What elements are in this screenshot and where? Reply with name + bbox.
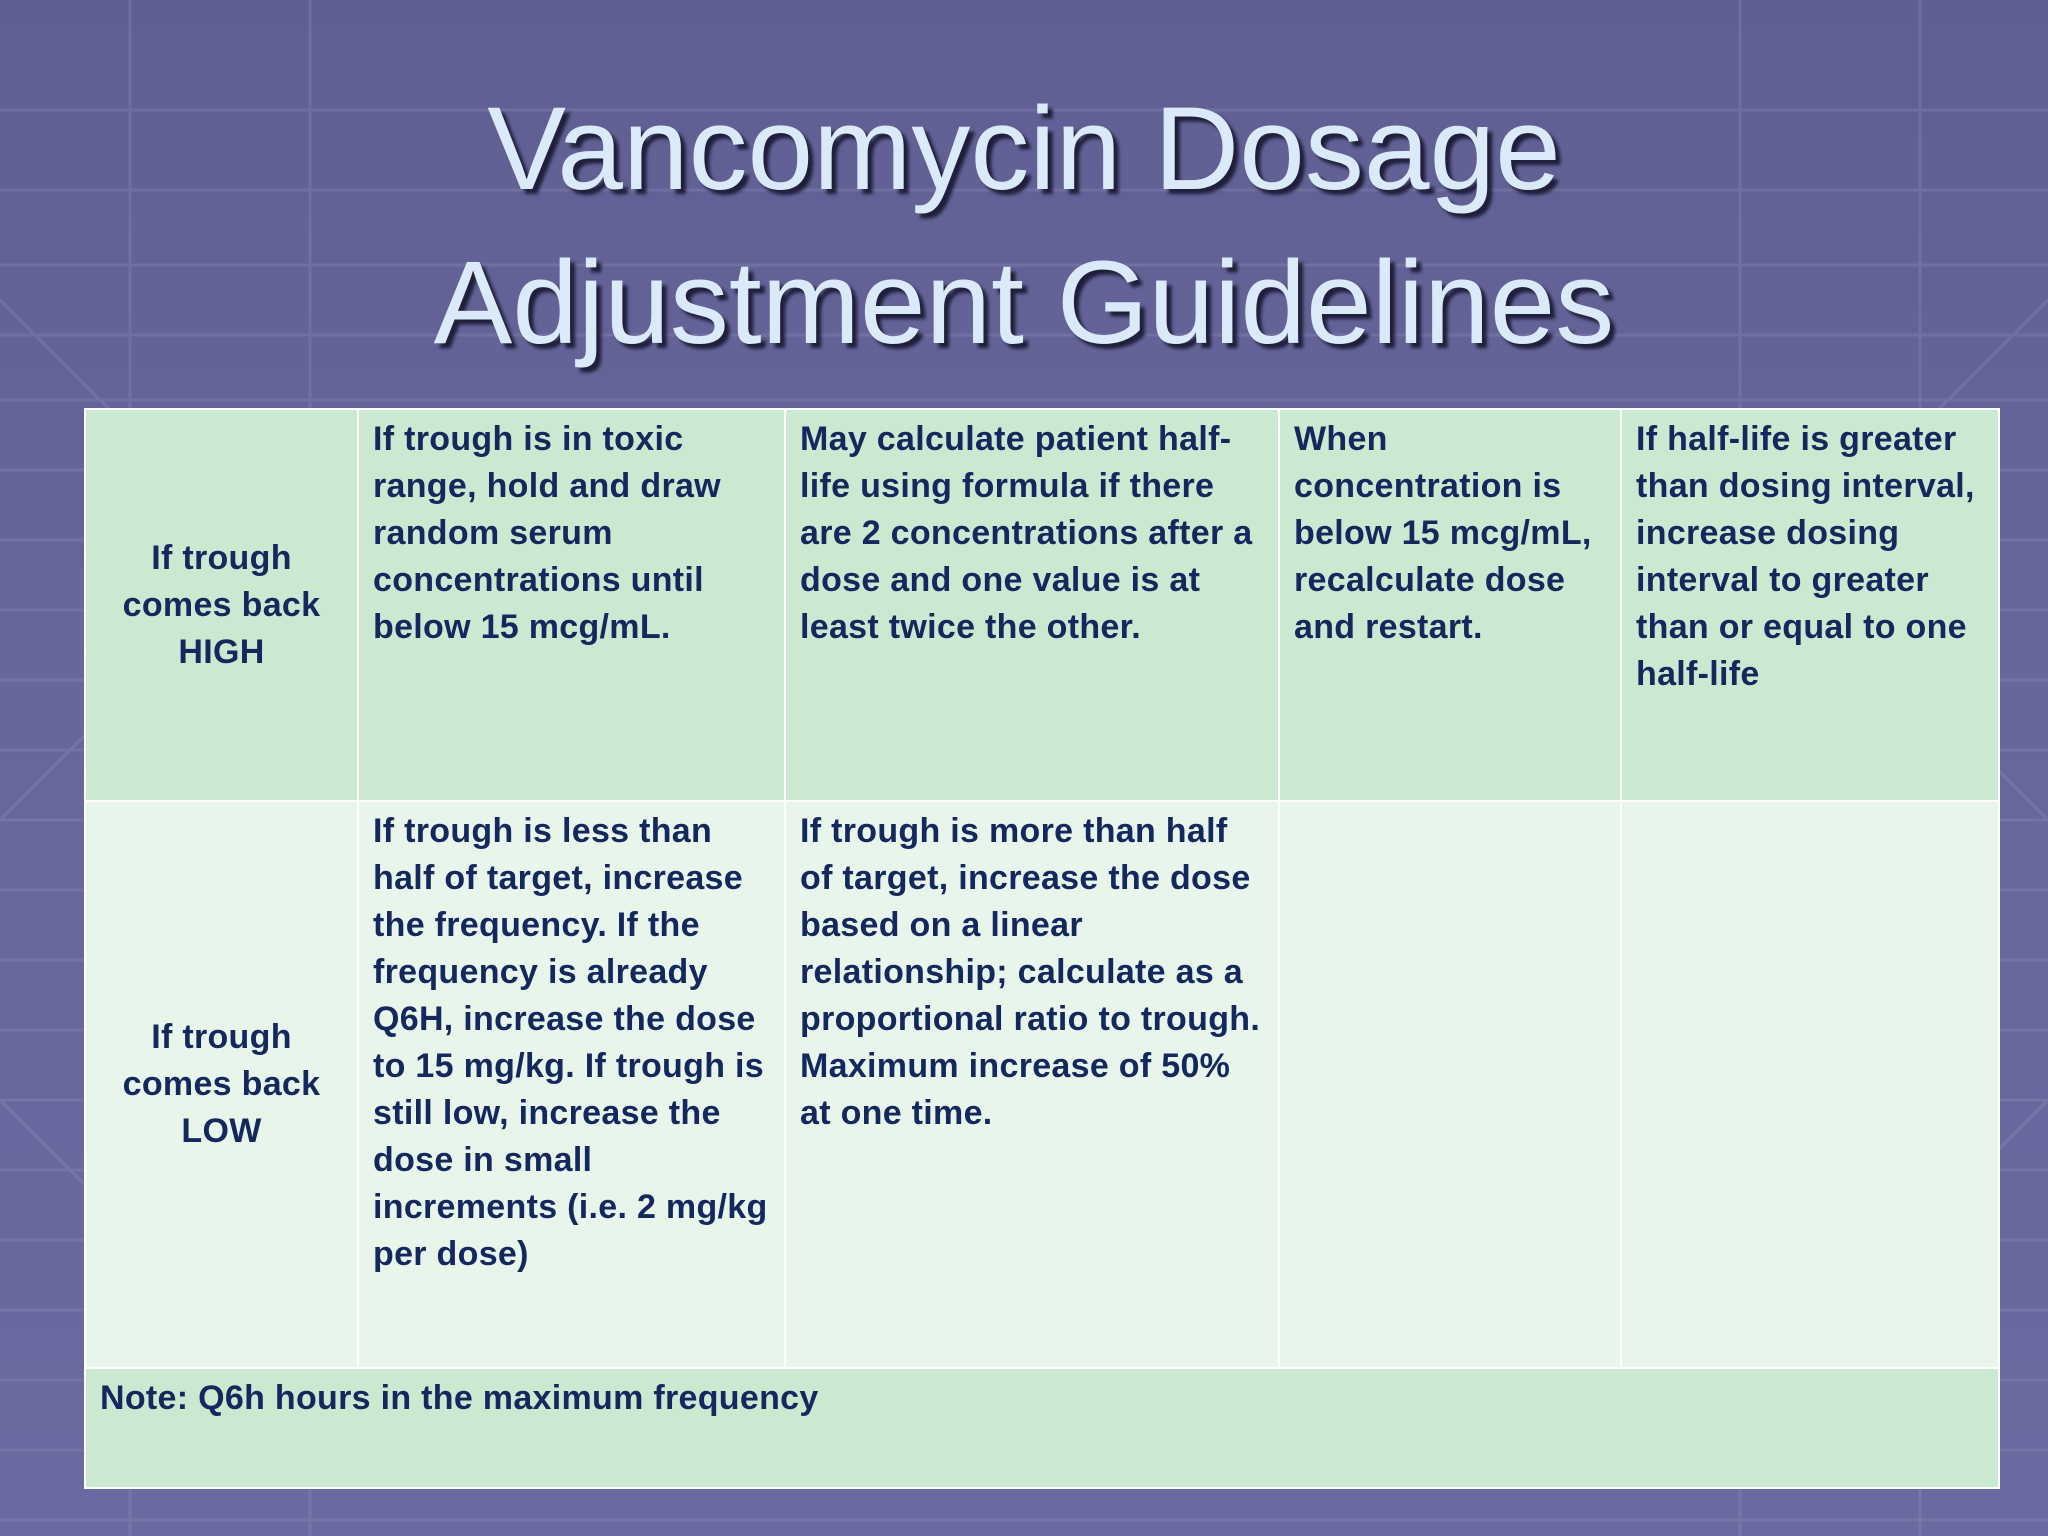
row-header-low [85,801,358,1368]
table-row-note [85,1368,1999,1488]
table-cell: If trough is in toxic range, hold and draw random serum concentrations until below 15 mcg/mL. [358,409,785,801]
row-header-high [85,409,358,801]
table-cell-empty [1621,801,1999,1368]
dosage-guidelines-table [84,408,2000,1489]
table-cell: If trough is less than half of target, increase the frequency. If the frequency is already Q6H, increase the dose to 15 mg/kg. If trough is still low, increase the dose in small increments (i.e. 2 mg/kg per dose) [358,801,785,1368]
row-header-line: HIGH [178,632,265,671]
row-header-line: comes back [122,585,321,624]
table-cell: If half-life is greater than dosing interval, increase dosing interval to greater than or equal to one half-life [1621,409,1999,801]
table-row-low [85,801,1999,1368]
table-cell: When concentration is below 15 mcg/mL, recalculate dose and restart. [1279,409,1621,801]
table-cell-empty [1279,801,1621,1368]
slide-title [0,72,2048,380]
row-header-line: LOW [181,1112,262,1150]
frequency-note: Note: Q6h hours in the maximum frequency [85,1368,1999,1488]
row-header-line: If trough [151,1018,292,1056]
title-line-2: Adjustment Guidelines [433,237,1615,369]
table-cell: May calculate patient half-life using formula if there are 2 concentrations after a dose and one value is at least twice the other. [785,409,1279,801]
title-line-1: Vancomycin Dosage [487,83,1561,215]
row-header-line: comes back [122,1065,321,1103]
table-cell: If trough is more than half of target, increase the dose based on a linear relationship; calculate as a proportional ratio to trough. Maximum increase of 50% at one time. [785,801,1279,1368]
row-header-line: If trough [151,538,292,577]
table-row-high [85,409,1999,801]
